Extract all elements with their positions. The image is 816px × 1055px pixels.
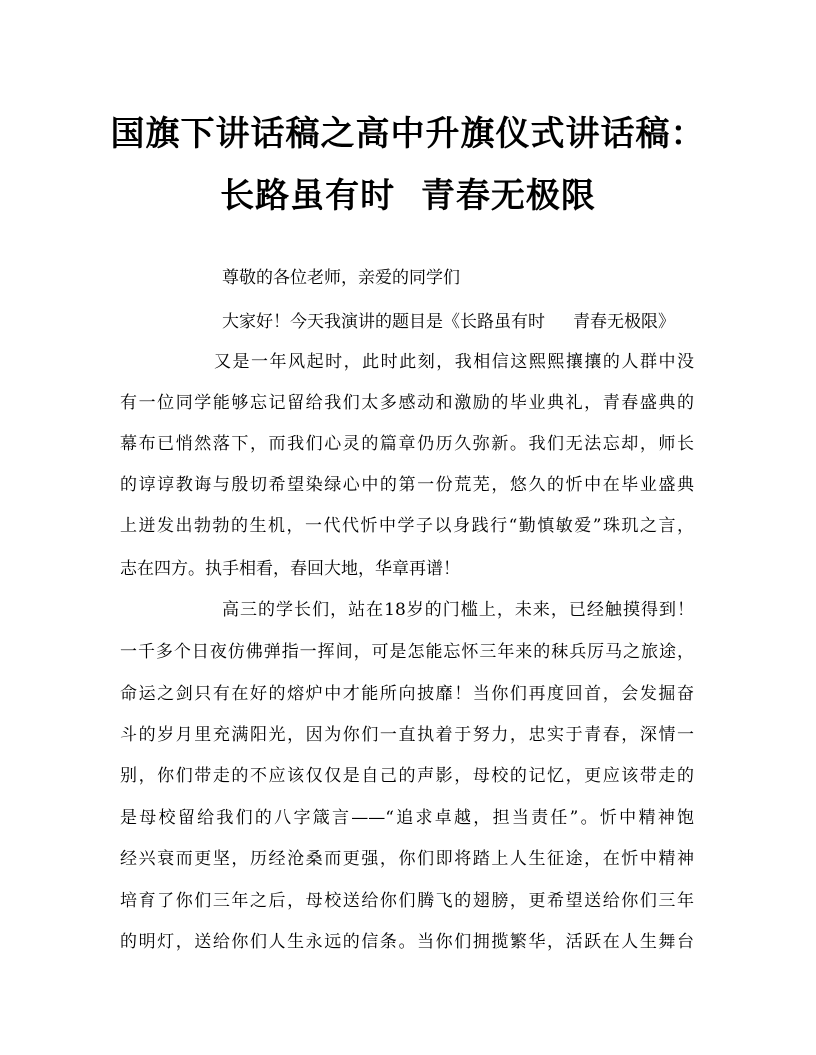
- paragraph-2-line-1: 高三的学长们，站在18岁的门槛上，未来，已经触摸得到！: [222, 600, 694, 620]
- paragraph-2-line-3: 命运之剑只有在好的熔炉中才能所向披靡！当你们再度回首，会发掘奋: [120, 684, 694, 704]
- paragraph-2-line-2: 一千多个日夜仿佛弹指一挥间，可是怎能忘怀三年来的秣兵厉马之旅途，: [120, 642, 694, 662]
- paragraph-1-line-6: 志在四方。执手相看，春回大地，华章再谱！: [120, 559, 460, 579]
- paragraph-2-line-5: 别，你们带走的不应该仅仅是自己的声影，母校的记忆，更应该带走的: [120, 766, 694, 786]
- paragraph-2-line-8: 培育了你们三年之后，母校送给你们腾飞的翅膀，更希望送给你们三年: [120, 891, 694, 911]
- intro-line: [222, 310, 675, 334]
- paragraph-1-line-5: 上迸发出勃勃的生机，一代代忻中学子以身践行“勤慎敏爱”珠玑之言，: [120, 516, 694, 536]
- paragraph-2-line-4: 斗的岁月里充满阳光，因为你们一直执着于努力，忠实于青春，深情一: [120, 725, 694, 745]
- intro-part-1: 大家好！今天我演讲的题目是《长路虽有时: [222, 312, 545, 332]
- paragraph-2-line-9: 的明灯，送给你们人生永远的信条。当你们拥揽繁华，活跃在人生舞台: [120, 932, 694, 952]
- title-line-2: 长路虽有时 青春无极限: [220, 176, 596, 216]
- paragraph-1-line-2: 有一位同学能够忘记留给我们太多感动和激励的毕业典礼，青春盛典的: [120, 393, 694, 413]
- paragraph-1-line-3: 幕布已悄然落下，而我们心灵的篇章仍历久弥新。我们无法忘却，师长: [120, 434, 694, 454]
- paragraph-2-line-6: 是母校留给我们的八字箴言——“追求卓越，担当责任”。忻中精神饱: [120, 808, 694, 828]
- paragraph-2-line-7: 经兴衰而更坚，历经沧桑而更强，你们即将踏上人生征途，在忻中精神: [120, 849, 694, 869]
- paragraph-1-line-4: 的谆谆教诲与殷切希望染绿心中的第一份荒芜，悠久的忻中在毕业盛典: [120, 475, 694, 495]
- intro-part-2: 青春无极限》: [573, 312, 675, 332]
- greeting: 尊敬的各位老师，亲爱的同学们: [222, 268, 460, 288]
- title-line-1: 国旗下讲话稿之高中升旗仪式讲话稿：: [110, 114, 706, 154]
- paragraph-1-line-1: 又是一年风起时，此时此刻，我相信这熙熙攘攘的人群中没: [214, 352, 694, 372]
